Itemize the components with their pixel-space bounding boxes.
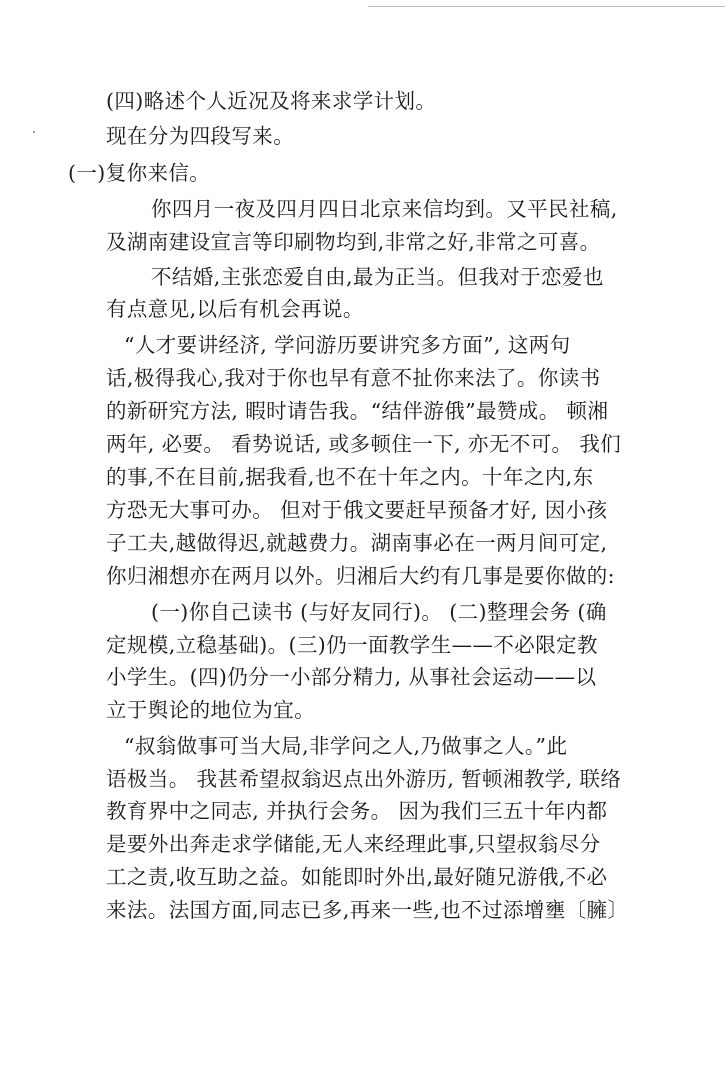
text-line: 小学生。(四)仍分一小部分精力, 从事社会运动——以 (106, 665, 597, 689)
text-line: 是要外出奔走求学储能,无人来经理此事,只望叔翁尽分 (106, 832, 601, 856)
text-line: 语极当。 我甚希望叔翁迟点出外游历, 暂顿湘教学, 联络 (106, 767, 622, 791)
text-line: 话,极得我心,我对于你也早有意不扯你来法了。你读书 (106, 366, 601, 390)
text-line: 来法。法国方面,同志已多,再来一些,也不过添增壅〔臃〕 (106, 898, 629, 922)
text-line: 方恐无大事可办。 但对于俄文要赶早预备才好, 因小孩 (106, 498, 608, 522)
text-line: 现在分为四段写来。 (106, 124, 295, 148)
text-line: 教育界中之同志, 并执行会务。 因为我们三五十年内都 (106, 799, 608, 823)
text-line: “人才要讲经济, 学问游历要讲究多方面”, 这两句 (124, 333, 571, 357)
text-line: 的事,不在目前,据我看,也不在十年之内。十年之内,东 (106, 465, 594, 489)
text-line: 立于舆论的地位为宜。 (106, 698, 315, 722)
text-line: 工之责,收互助之益。如能即时外出,最好随兄游俄,不必 (106, 865, 608, 889)
text-line: 两年, 必要。 看势说话, 或多顿住一下, 亦无不可。 我们 (106, 432, 622, 456)
text-line: 你四月一夜及四月四日北京来信均到。又平民社稿, (151, 197, 618, 221)
text-line: (一)你自己读书 (与好友同行)。 (二)整理会务 (确 (151, 600, 607, 624)
text-line: (四)略述个人近况及将来求学计划。 (106, 89, 437, 113)
text-line: 不结婚,主张恋爱自由,最为正当。但我对于恋爱也 (151, 265, 604, 289)
text-line: 及湖南建设宣言等印刷物均到,非常之好,非常之可喜。 (106, 230, 601, 254)
text-line: 你归湘想亦在两月以外。归湘后大约有几事是要你做的: (106, 564, 615, 588)
text-line: 定规模,立稳基础)。(三)仍一面教学生——不必限定教 (106, 633, 598, 657)
text-line: 的新研究方法, 暇时请告我。“结伴游俄”最赞成。 顿湘 (106, 399, 609, 423)
text-line: 有点意见,以后有机会再说。 (106, 297, 364, 321)
text-line: “叔翁做事可当大局,非学问之人,乃做事之人。”此 (124, 734, 568, 758)
text-line: 子工夫,越做得迟,就越费力。湖南事必在一两月间可定, (106, 531, 608, 555)
section-heading: (一)复你来信。 (68, 161, 211, 185)
